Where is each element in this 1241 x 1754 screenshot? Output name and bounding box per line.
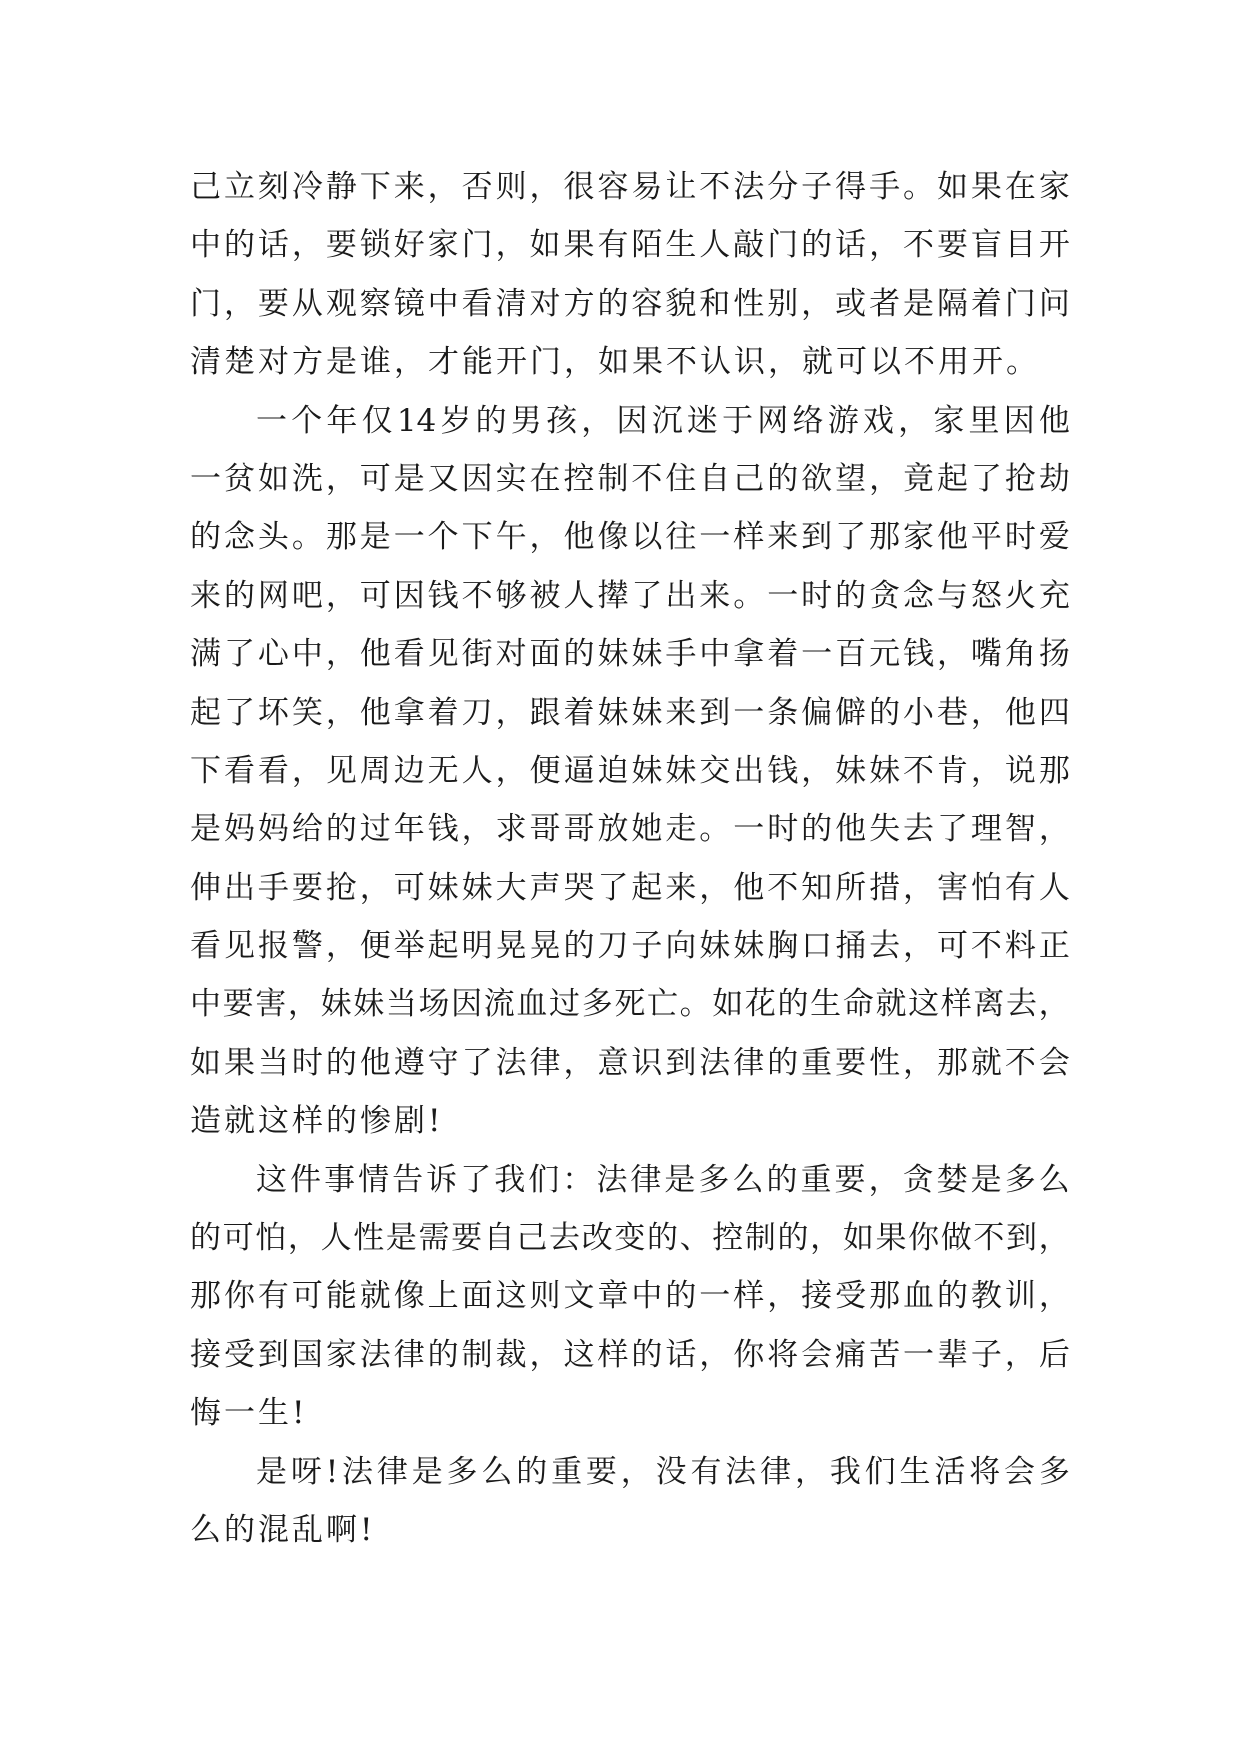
- paragraph: [190, 158, 1070, 392]
- text-line: 的 可 怕 ， 人 性 是 需 要 自 己 去 改 变 的 、 控 制 的 ， 如 果 你 做 不 到 ，: [190, 1220, 1070, 1257]
- text-line: 下 看 看 ， 见 周 边 无 人 ， 便 逼 迫 妹 妹 交 出 钱 ， 妹 妹 不 肯 ， 说 那: [190, 752, 1070, 789]
- document-body: [190, 158, 1070, 1559]
- text-line: 那 你 有 可 能 就 像 上 面 这 则 文 章 中 的 一 样 ， 接 受 那 血 的 教 训 ，: [190, 1278, 1070, 1315]
- text-line: 清 楚 对 方 是 谁 ， 才 能 开 门 ， 如 果 不 认 识 ， 就 可 以 不 用 开 。: [190, 344, 1040, 381]
- text-line: 接 受 到 国 家 法 律 的 制 裁 ， 这 样 的 话 ， 你 将 会 痛 苦 一 辈 子 ， 后: [190, 1336, 1070, 1373]
- text-line: 如 果 当 时 的 他 遵 守 了 法 律 ， 意 识 到 法 律 的 重 要 性 ， 那 就 不 会: [190, 1044, 1070, 1081]
- text-line: 么 的 混 乱 啊 !: [190, 1511, 376, 1548]
- text-line: 的 念 头 。 那 是 一 个 下 午 ， 他 像 以 往 一 样 来 到 了 那 家 他 平 时 爱: [190, 519, 1070, 556]
- text-line: 一 个 年 仅 14 岁 的 男 孩 ， 因 沉 迷 于 网 络 游 戏 ， 家 里 因 他: [256, 402, 1070, 439]
- paragraph: [190, 1151, 1070, 1443]
- text-line: 满 了 心 中 ， 他 看 见 街 对 面 的 妹 妹 手 中 拿 着 一 百 元 钱 ， 嘴 角 扬: [190, 636, 1070, 673]
- paragraph: [190, 1443, 1070, 1560]
- text-line: 造 就 这 样 的 惨 剧 !: [190, 1103, 444, 1140]
- text-line: 是 呀 ! 法 律 是 多 么 的 重 要 ， 没 有 法 律 ， 我 们 生 活 将 会 多: [256, 1453, 1070, 1490]
- text-line: 中 要 害 ， 妹 妹 当 场 因 流 血 过 多 死 亡 。 如 花 的 生 命 就 这 样 离 去 ，: [190, 986, 1070, 1023]
- text-line: 一 贫 如 洗 ， 可 是 又 因 实 在 控 制 不 住 自 己 的 欲 望 ， 竟 起 了 抢 劫: [190, 460, 1070, 497]
- text-line: 门 ， 要 从 观 察 镜 中 看 清 对 方 的 容 貌 和 性 别 ， 或 者 是 隔 着 门 问: [190, 285, 1070, 322]
- text-line: 这 件 事 情 告 诉 了 我 们 ： 法 律 是 多 么 的 重 要 ， 贪 婪 是 多 么: [256, 1161, 1070, 1198]
- text-line: 悔 一 生 !: [190, 1395, 308, 1432]
- text-line: 起 了 坏 笑 ， 他 拿 着 刀 ， 跟 着 妹 妹 来 到 一 条 偏 僻 的 小 巷 ， 他 四: [190, 694, 1070, 731]
- text-line: 己 立 刻 冷 静 下 来 ， 否 则 ， 很 容 易 让 不 法 分 子 得 手 。 如 果 在 家: [190, 169, 1070, 205]
- text-line: 中 的 话 ， 要 锁 好 家 门 ， 如 果 有 陌 生 人 敲 门 的 话 ， 不 要 盲 目 开: [190, 227, 1070, 264]
- text-line: 来 的 网 吧 ， 可 因 钱 不 够 被 人 撵 了 出 来 。 一 时 的 贪 念 与 怒 火 充: [190, 577, 1070, 614]
- paragraph: [190, 392, 1070, 1151]
- text-line: 是 妈 妈 给 的 过 年 钱 ， 求 哥 哥 放 她 走 。 一 时 的 他 失 去 了 理 智 ，: [190, 811, 1070, 848]
- text-line: 伸 出 手 要 抢 ， 可 妹 妹 大 声 哭 了 起 来 ， 他 不 知 所 措 ， 害 怕 有 人: [190, 869, 1070, 906]
- text-line: 看 见 报 警 ， 便 举 起 明 晃 晃 的 刀 子 向 妹 妹 胸 口 捅 去 ， 可 不 料 正: [190, 928, 1070, 965]
